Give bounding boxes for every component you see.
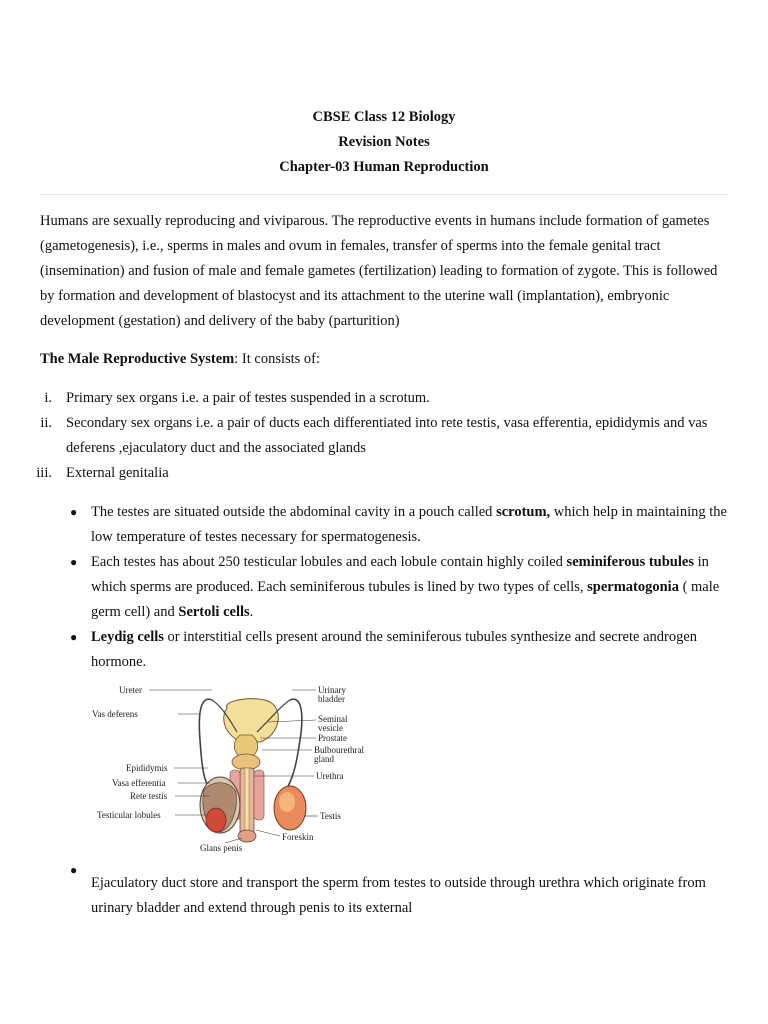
bullet-bold: spermatogonia — [587, 579, 679, 595]
roman-item-text: Secondary sex organs i.e. a pair of ducts each differentiated into rete testis, vasa efferentia, epididymis and vas deferens ,ejaculatory duct and the associated glands — [66, 415, 708, 456]
label-bladder: bladder — [318, 694, 345, 704]
intro-paragraph: Humans are sexually reproducing and viviparous. The reproductive events in humans include formation of gametes (gametogenesis), i.e., sperms in males and ovum in females, transfer of sperms into the female genital tract (insemination) and fusion of male and female gametes (fertilization) leading to formation of zygote. This is followed by formation and development of blastocyst and its attachment to the uterine wall (implantation), embryonic development (gestation) and delivery of the baby (parturition) — [40, 213, 718, 329]
erectile-tissue-right — [254, 770, 264, 820]
roman-list — [0, 386, 730, 486]
section-heading — [40, 347, 730, 372]
urethra-shape — [245, 768, 249, 834]
label-testis: Testis — [320, 811, 341, 821]
roman-item-text: External genitalia — [66, 465, 169, 481]
prostate-shape — [232, 754, 260, 770]
bullet-dot: ● — [70, 555, 78, 569]
label-testicular-lobules: Testicular lobules — [97, 810, 161, 820]
vas-deferens-left — [199, 699, 212, 790]
bullet-dot: ● — [70, 863, 78, 877]
bullet-dot: ● — [70, 630, 78, 644]
bullet-text: Each testes has about 250 testicular lobules and each lobule contain highly coiled — [91, 554, 567, 570]
header-course-title: CBSE Class 12 Biology — [312, 109, 456, 125]
document-header — [0, 105, 768, 180]
label-bulbourethral: Bulbourethral — [314, 745, 364, 755]
label-foreskin: Foreskin — [282, 832, 314, 842]
label-vasa-efferentia: Vasa efferentia — [112, 778, 166, 788]
left-testis-red — [206, 808, 226, 832]
bullet-text: or interstitial cells present around the seminiferous tubules synthesize and secrete androgen hormone. — [91, 629, 698, 670]
roman-list-item — [0, 461, 730, 486]
right-testis-highlight — [279, 792, 295, 812]
bullet-bold: Leydig cells — [91, 629, 164, 645]
bullet-dot: ● — [70, 505, 78, 519]
bullet-text: ( male germ cell) and — [91, 579, 720, 620]
header-chapter-title: Chapter-03 Human Reproduction — [279, 159, 489, 175]
bullet-text: The testes are situated outside the abdominal cavity in a pouch called — [91, 504, 497, 520]
bullet-text: in which sperms are produced. Each seminiferous tubules is lined by two types of cells, — [91, 554, 709, 595]
label-epididymis: Epididymis — [126, 763, 168, 773]
roman-numeral: iii. — [36, 465, 52, 481]
roman-item-text: Primary sex organs i.e. a pair of testes suspended in a scrotum. — [66, 390, 430, 406]
roman-numeral: i. — [44, 390, 52, 406]
bullet-item-leydig — [0, 625, 730, 675]
male-reproductive-system-diagram — [92, 680, 392, 860]
ejaculatory-duct-text: Ejaculatory duct store and transport the sperm from testes to outside through urethra which originate from urinary bladder and extend through penis to its external — [91, 875, 706, 916]
bullet-bold: seminiferous tubules — [566, 554, 694, 570]
label-prostate: Prostate — [318, 733, 347, 743]
label-vas-deferens: Vas deferens — [92, 709, 138, 719]
diagram-svg — [92, 680, 392, 860]
bullet-text: . — [249, 604, 254, 620]
label-gland: gland — [314, 754, 334, 764]
header-notes-title: Revision Notes — [338, 134, 430, 150]
bullet-item-scrotum — [0, 500, 730, 550]
roman-list-item — [0, 411, 730, 461]
bullet-list — [0, 500, 730, 675]
roman-numeral: ii. — [40, 415, 52, 431]
glans-shape — [238, 830, 256, 842]
bullet-bold: scrotum, — [496, 504, 551, 520]
label-urethra: Urethra — [316, 771, 344, 781]
header-divider — [40, 194, 728, 195]
leader-foreskin — [256, 830, 280, 836]
roman-list-item — [0, 386, 730, 411]
bullet-text: which help in maintaining the low temperature of testes necessary for spermatogenesis. — [91, 504, 727, 545]
label-ureter: Ureter — [119, 685, 142, 695]
vas-deferens-right — [286, 699, 302, 790]
label-rete-testis: Rete testis — [130, 791, 168, 801]
label-glans-penis: Glans penis — [200, 843, 243, 853]
label-vesicle: vesicle — [318, 723, 343, 733]
label-urinary: Urinary — [318, 685, 346, 695]
bullet-item-lobules — [0, 550, 730, 625]
bullet-bold: Sertoli cells — [178, 604, 250, 620]
section-title-rest: : It consists of: — [234, 351, 321, 367]
label-seminal: Seminal — [318, 714, 348, 724]
section-title: The Male Reproductive System — [40, 351, 235, 367]
